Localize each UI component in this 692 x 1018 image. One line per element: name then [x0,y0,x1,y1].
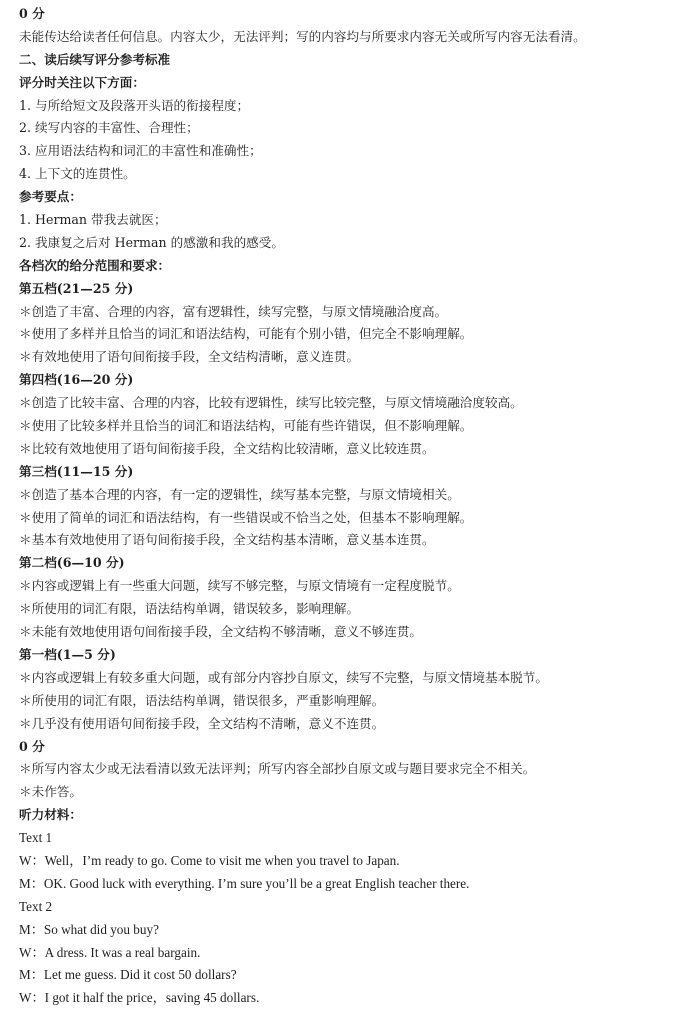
grade-title: 第三档(11—15 分) [19,463,134,479]
grade-criterion: ＊有效地使用了语句间衔接手段，全文结构清晰，意义连贯。 [19,349,360,365]
top-score-label: 0 分 [19,6,45,21]
grade-criterion: ＊未作答。 [19,784,82,800]
focus-item: 4. 上下文的连贯性。 [19,166,136,182]
grade-title: 第四档(16—20 分) [19,372,134,388]
text-label: Text 1 [19,830,53,846]
dialogue-line: W：Well，I’m ready to go. Come to visit me when you travel to Japan. [19,852,400,868]
grade-block-1 [19,644,680,736]
grade-criterion: ＊所使用的词汇有限，语法结构单调，错误很多，严重影响理解。 [19,692,385,708]
grade-criterion: ＊内容或逻辑上有一些重大问题，续写不够完整，与原文情境有一定程度脱节。 [19,578,460,594]
ref-item: 1. Herman 带我去就医； [19,212,167,228]
grade-criterion: ＊创造了丰富、合理的内容，富有逻辑性，续写完整，与原文情境融洽度高。 [19,303,448,319]
grade-criterion: ＊创造了基本合理的内容，有一定的逻辑性，续写基本完整，与原文情境相关。 [19,486,460,502]
listening-text-2 [19,896,680,1010]
ref-item: 2. 我康复之后对 Herman 的感激和我的感受。 [19,234,284,250]
grade-block-4 [19,369,680,461]
grade-block-5 [19,278,680,370]
focus-list [19,95,680,187]
dialogue-line: M：So what did you buy? [19,921,159,937]
grade-criterion: ＊几乎没有使用语句间衔接手段，全文结构不清晰，意义不连贯。 [19,715,385,731]
top-score-desc: 未能传达给读者任何信息。内容太少，无法评判；写的内容均与所要求内容无关或所写内容无法看清。 [19,28,586,44]
grade-criterion: ＊所写内容太少或无法看清以致无法评判；所写内容全部抄自原文或与题目要求完全不相关。 [19,761,536,777]
grade-title: 第五档(21—25 分) [19,280,134,296]
ref-heading: 参考要点： [19,189,82,205]
grade-criterion: ＊使用了多样并且恰当的词汇和语法结构，可能有个别小错，但完全不影响理解。 [19,326,473,342]
grade-criterion: ＊所使用的词汇有限，语法结构单调，错误较多，影响理解。 [19,601,360,617]
grade-criterion: ＊基本有效地使用了语句间衔接手段，全文结构基本清晰，意义基本连贯。 [19,532,435,548]
dialogue-line: W：I got it half the price，saving 45 dollars. [19,990,260,1006]
focus-item: 3. 应用语法结构和词汇的丰富性和准确性； [19,143,262,159]
dialogue-line: M：Let me guess. Did it cost 50 dollars? [19,967,237,983]
listening-text-1 [19,827,680,896]
grade-block-0 [19,736,680,805]
focus-item: 2. 续写内容的丰富性、合理性； [19,120,199,136]
ref-list [19,209,680,255]
focus-item: 1. 与所给短文及段落开头语的衔接程度； [19,97,250,113]
grade-block-2 [19,552,680,644]
grade-criterion: ＊未能有效地使用语句间衔接手段，全文结构不够清晰，意义不够连贯。 [19,624,422,640]
grade-title: 0 分 [19,738,45,754]
grades-heading: 各档次的给分范围和要求： [19,257,171,273]
listening-heading: 听力材料： [19,807,82,823]
grade-block-3 [19,461,680,553]
dialogue-line: W：A dress. It was a real bargain. [19,944,201,960]
grade-criterion: ＊内容或逻辑上有较多重大问题，或有部分内容抄自原文，续写不完整，与原文情境基本脱节。 [19,669,548,685]
grade-criterion: ＊使用了比较多样并且恰当的词汇和语法结构，可能有些许错误，但不影响理解。 [19,418,473,434]
text-label: Text 2 [19,898,53,914]
section-title: 二、读后续写评分参考标准 [19,51,171,67]
grade-criterion: ＊使用了简单的词汇和语法结构，有一些错误或不恰当之处，但基本不影响理解。 [19,509,473,525]
dialogue-line: M：OK. Good luck with everything. I’m sure you’ll be a great English teacher there. [19,875,470,891]
grade-criterion: ＊创造了比较丰富、合理的内容，比较有逻辑性，续写比较完整，与原文情境融洽度较高。 [19,395,523,411]
grade-title: 第二档(6—10 分) [19,555,125,571]
focus-heading: 评分时关注以下方面： [19,74,145,90]
grade-title: 第一档(1—5 分) [19,646,116,662]
grade-criterion: ＊比较有效地使用了语句间衔接手段，全文结构比较清晰，意义比较连贯。 [19,440,435,456]
